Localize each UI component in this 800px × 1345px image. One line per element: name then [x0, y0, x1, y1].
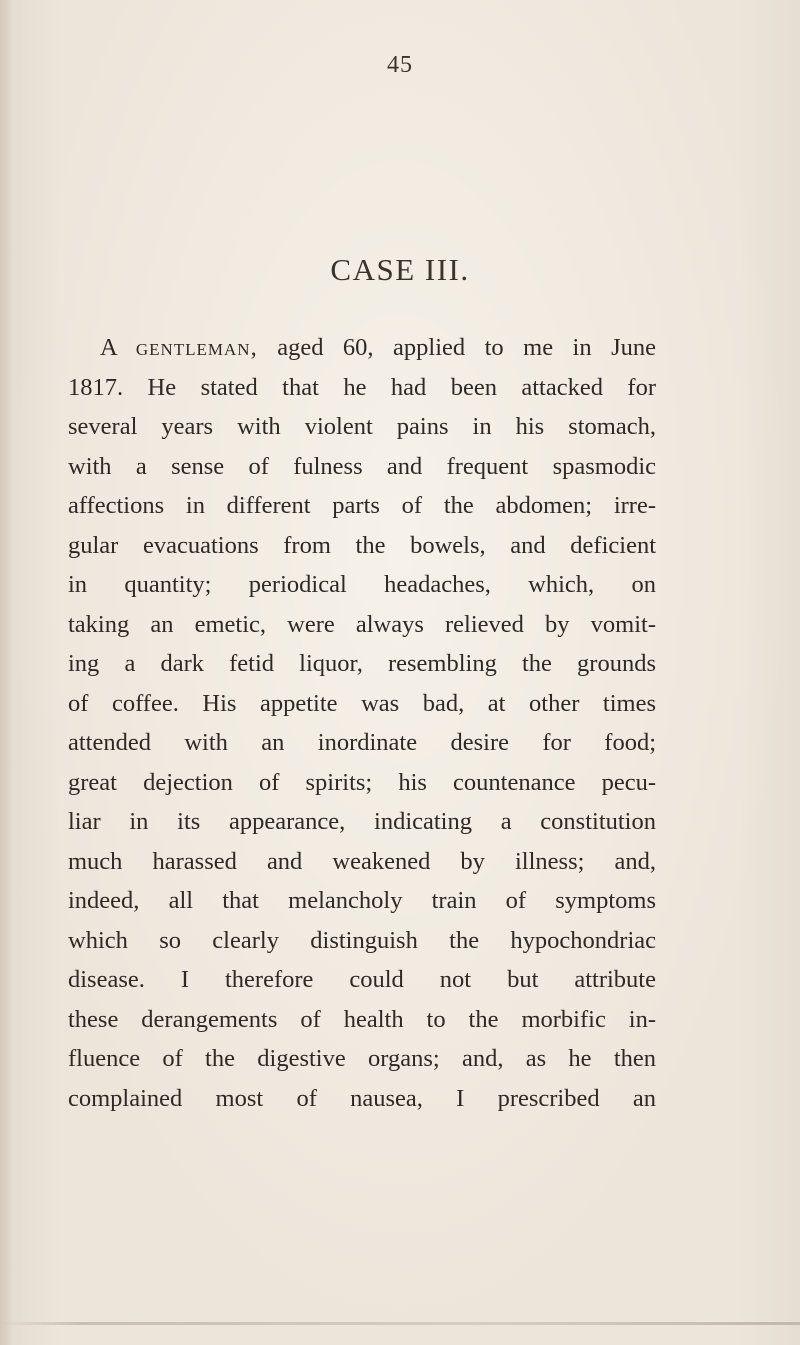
text-line-6: gular evacuations from the bowels, and deficient [68, 531, 656, 559]
text-line-5: affections in different parts of the abdomen; irre- [68, 492, 656, 519]
text-line-12: great dejection of spirits; his countenance pecu- [68, 768, 656, 796]
page-bottom-edge [0, 1322, 800, 1325]
text-line-14: much harassed and weakened by illness; and, [68, 847, 656, 875]
text-line-2: 1817. He stated that he had been attacked for [68, 373, 656, 401]
page-gutter-shadow [0, 0, 14, 1345]
text-line-20: complained most of nausea, I prescribed an [68, 1084, 656, 1112]
text-line-7: in quantity; periodical headaches, which, on [68, 571, 656, 598]
text-line-1 [68, 328, 656, 368]
case-heading: CASE III. [330, 252, 470, 287]
text-line-3: several years with violent pains in his stomach, [68, 413, 656, 440]
text-line-13: liar in its appearance, indicating a constitution [68, 808, 656, 835]
text-line-19: fluence of the digestive organs; and, as he then [68, 1045, 656, 1072]
text-line-15: indeed, all that melancholy train of symptoms [68, 887, 656, 914]
text-line-16: which so clearly distinguish the hypochondriac [68, 926, 656, 954]
opening-word: A [100, 334, 117, 361]
page-number: 45 [387, 52, 413, 78]
case-paragraph [68, 328, 656, 1118]
text-line-4: with a sense of fulness and frequent spasmodic [68, 452, 656, 480]
text-line-9: ing a dark fetid liquor, resembling the grounds [68, 650, 656, 677]
text-line-11: attended with an inordinate desire for food; [68, 729, 656, 756]
text-line-10: of coffee. His appetite was bad, at other times [68, 689, 656, 717]
text-line-1-rest: aged 60, applied to me in June [257, 334, 656, 361]
text-line-8: taking an emetic, were always relieved by vomit- [68, 610, 656, 638]
text-line-18: these derangements of health to the morbific in- [68, 1005, 656, 1033]
text-line-17: disease. I therefore could not but attribute [68, 966, 656, 993]
opening-smallcaps: gentleman, [135, 334, 258, 361]
